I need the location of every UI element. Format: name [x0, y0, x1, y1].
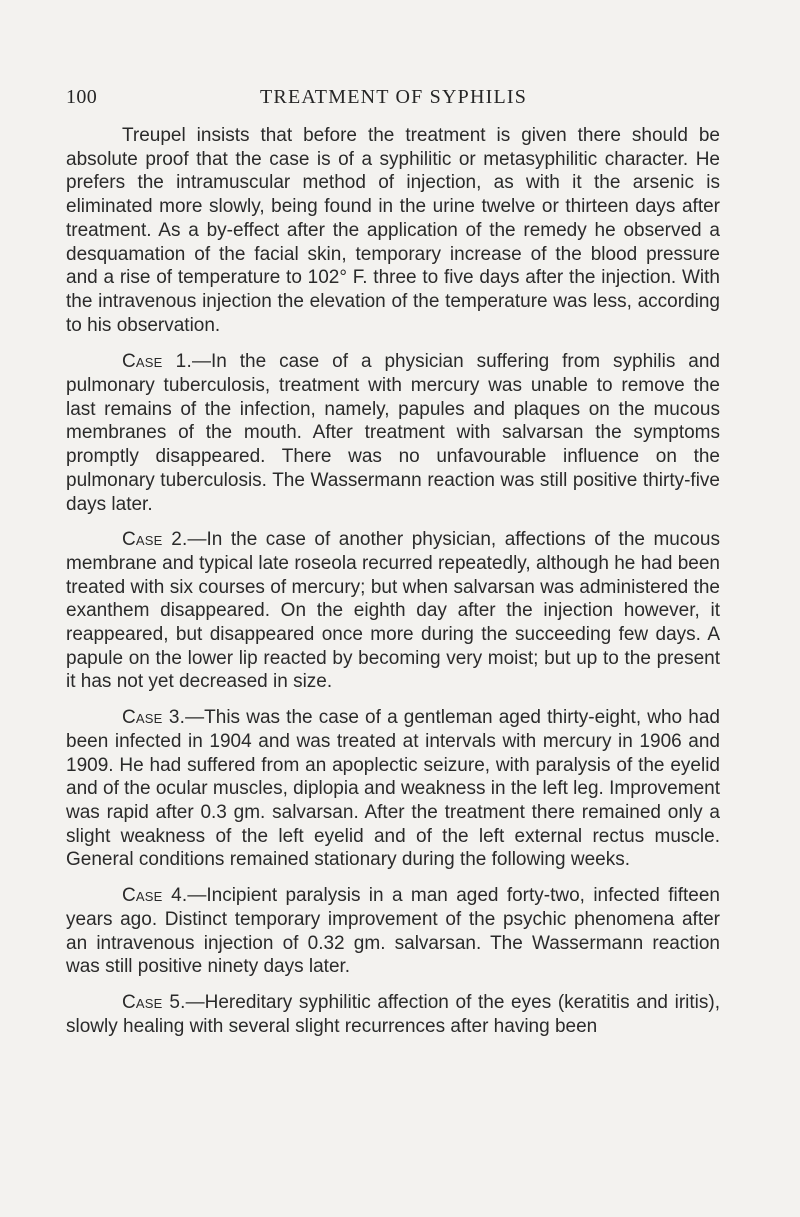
paragraph-intro [66, 124, 720, 337]
paragraph-text: —In the case of a physician suffering from syphilis and pulmonary tuberculosis, treatment with mercury was unable to remove the last remains of the infection, namely, papules and plaques on the mucous membranes of the mouth. After treatment with salvarsan the symptoms promptly disappeared. There was no unfavourable influence on the pulmonary tuberculosis. The Wassermann reaction was still positive thirty-five days later. [66, 351, 720, 515]
case-label: Case 3. [122, 707, 186, 729]
running-title: TREATMENT OF SYPHILIS [260, 86, 528, 108]
paragraph-case-2 [66, 528, 720, 694]
paragraph-text: —Hereditary syphilitic affection of the eyes (keratitis and iritis), slowly healing with several slight recurrences after having been [66, 991, 720, 1037]
page-number: 100 [66, 86, 98, 108]
paragraph-case-1 [66, 350, 720, 516]
body-text [66, 124, 720, 1050]
paragraph-case-3 [66, 706, 720, 872]
paragraph-text: —Incipient paralysis in a man aged forty-two, infected fifteen years ago. Distinct temporary improvement of the psychic phenomena after an intravenous injection of 0.32 gm. salvarsan. The Wassermann reaction was still positive ninety days later. [66, 885, 720, 978]
paragraph-text: Treupel insists that before the treatment is given there should be absolute proof that the case is of a syphilitic or metasyphilitic character. He prefers the intramuscular method of injection, as with it the arsenic is eliminated more slowly, being found in the urine twelve or thirteen days after treatment. As a by-effect after the application of the remedy he observed a desquamation of the facial skin, temporary increase of the blood pressure and a rise of temperature to 102° F. three to five days after the injection. With the intravenous injection the elevation of the temperature was less, according to his observation. [66, 125, 720, 336]
page-header [66, 86, 720, 110]
paragraph-case-4 [66, 884, 720, 979]
paragraph-text: —In the case of another physician, affections of the mucous membrane and typical late roseola recurred repeatedly, although he had been treated with six courses of mercury; but when salvarsan was administered the exanthem disappeared. On the eighth day after the injection however, it reappeared, but disappeared once more during the succeeding few days. A papule on the lower lip reacted by becoming very moist; but up to the present it has not yet decreased in size. [66, 529, 720, 693]
paragraph-case-5 [66, 991, 720, 1038]
case-label: Case 2. [122, 529, 188, 551]
paragraph-text: —This was the case of a gentleman aged thirty-eight, who had been infected in 1904 and was treated at intervals with mercury in 1906 and 1909. He had suffered from an apoplectic seizure, with paralysis of the eyelid and of the ocular muscles, diplopia and weakness in the left leg. Improvement was rapid after 0.3 gm. salvarsan. After the treatment there remained only a slight weakness of the left eyelid and of the left external rectus muscle. General conditions remained stationary during the following weeks. [66, 707, 720, 871]
case-label: Case 1. [122, 351, 192, 373]
case-label: Case 5. [122, 991, 186, 1013]
case-label: Case 4. [122, 885, 188, 907]
